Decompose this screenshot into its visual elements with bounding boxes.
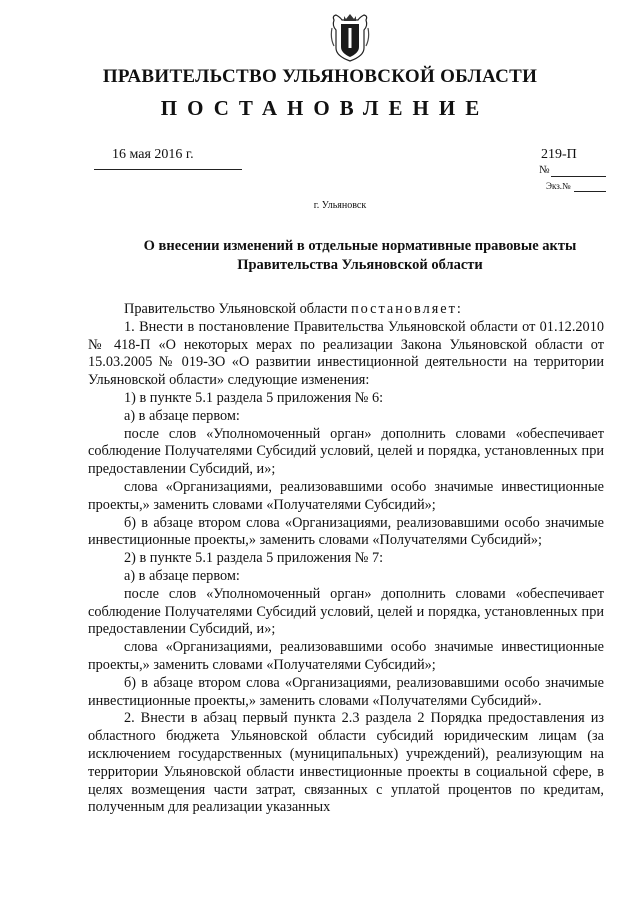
copy-number-underline bbox=[574, 191, 606, 192]
paragraph: слова «Организациями, реализовавшими особо значимые инвестиционные проекты,» заменить словами «Получателями Субсидий»; bbox=[88, 639, 604, 673]
number-mark: № bbox=[539, 164, 550, 176]
organization-name: ПРАВИТЕЛЬСТВО УЛЬЯНОВСКОЙ ОБЛАСТИ bbox=[102, 66, 538, 87]
document-date: 16 мая 2016 г. bbox=[112, 147, 194, 162]
document-number: 219-П bbox=[541, 147, 577, 162]
paragraph: слова «Организациями, реализовавшими особо значимые инвестиционные проекты,» заменить словами «Получателями Субсидий»; bbox=[88, 478, 604, 513]
number-underline bbox=[551, 176, 606, 177]
title-line: Правительства Ульяновской области bbox=[237, 257, 483, 273]
paragraph: б) в абзаце втором слова «Организациями, реализовавшими особо значимые инвестиционные проекты,» заменить словами «Получателями Субсидий»; bbox=[88, 514, 604, 549]
paragraph: а) в абзаце первом: bbox=[124, 567, 240, 584]
date-underline bbox=[94, 169, 242, 170]
document-type: ПОСТАНОВЛЕНИЕ bbox=[160, 96, 490, 120]
paragraph: 1) в пункте 5.1 раздела 5 приложения № 6: bbox=[124, 389, 384, 406]
paragraph: после слов «Уполномоченный орган» дополнить словами «обеспечивает соблюдение Получателями Субсидий условий, целей и порядка, установленных при предоставлении Субсидий, и»; bbox=[88, 585, 604, 638]
paragraph: 2. Внести в абзац первый пункта 2.3 раздела 2 Порядка предоставления из областного бюджета Ульяновской области субсидий юридическим лицам (за исключением государственных (муниципальных) учреждений), реализующим на территории Ульяновской области инвестиционные проекты в социальной сфере, в целях возмещения части затрат, связанных с уплатой процентов по кредитам, полученным для реализации указанных bbox=[88, 710, 604, 816]
preamble-verb: постановляет: bbox=[350, 301, 463, 317]
preamble-prefix: Правительство Ульяновской области bbox=[124, 301, 348, 317]
coat-of-arms-icon bbox=[330, 14, 370, 62]
document-body bbox=[88, 301, 604, 817]
preamble bbox=[88, 301, 604, 319]
paragraph: а) в абзаце первом: bbox=[124, 407, 240, 424]
city-name: г. Ульяновск bbox=[313, 200, 367, 211]
title-line: О внесении изменений в отдельные нормативные правовые акты bbox=[143, 238, 577, 254]
paragraph: 2) в пункте 5.1 раздела 5 приложения № 7: bbox=[124, 550, 384, 567]
paragraph: после слов «Уполномоченный орган» дополнить словами «обеспечивает соблюдение Получателями Субсидий условий, целей и порядка, установленных при предоставлении Субсидий, и»; bbox=[88, 425, 604, 478]
paragraph: б) в абзаце втором слова «Организациями, реализовавшими особо значимые инвестиционные проекты,» заменить словами «Получателями Субсидий». bbox=[88, 674, 604, 709]
paragraph: 1. Внести в постановление Правительства Ульяновской области от 01.12.2010 № 418-П «О некоторых мерах по реализации Закона Ульяновской области от 15.03.2005 № 019-ЗО «О развитии инвестиционной деятельности на территории Ульяновской области» следующие изменения: bbox=[88, 318, 604, 389]
document-title bbox=[80, 237, 640, 275]
copy-number-mark: Экз.№ bbox=[546, 181, 571, 191]
